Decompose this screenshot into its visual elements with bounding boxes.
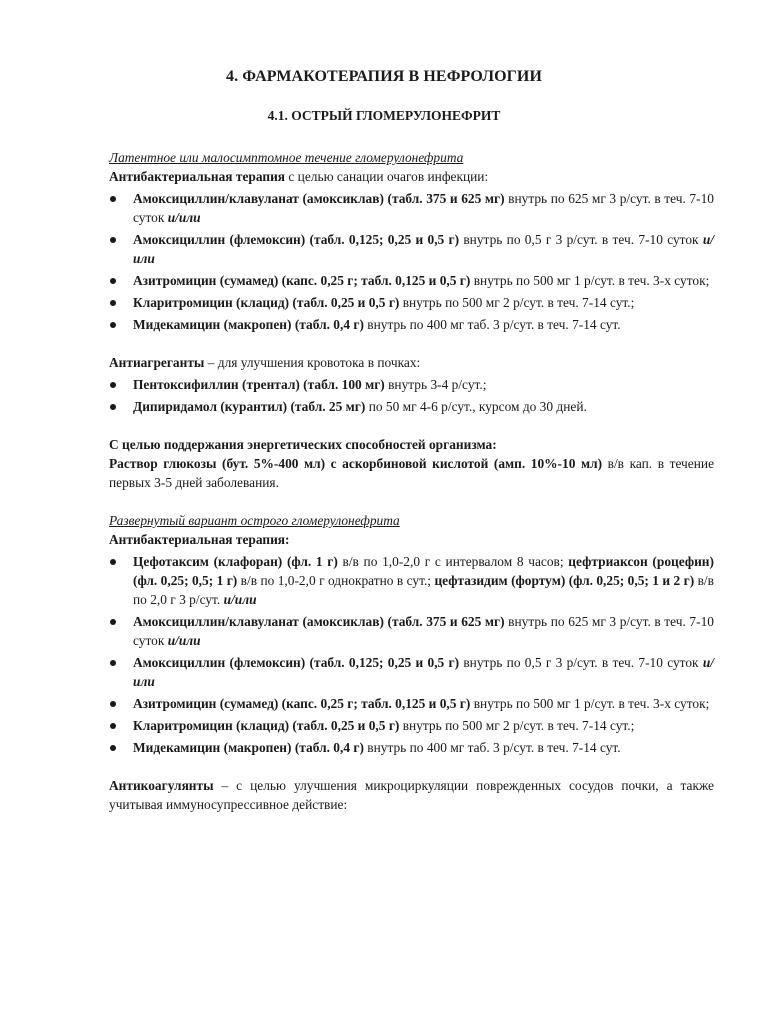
conjunction: и/или (133, 655, 714, 689)
drug-dosage: внутрь по 400 мг таб. 3 р/сут. в теч. 7-14 сут. (363, 740, 621, 755)
page-title: 4. ФАРМАКОТЕРАПИЯ В НЕФРОЛОГИИ (225, 68, 543, 85)
drug-name: Дипиридамол (курантил) (табл. 25 мг) (133, 399, 366, 414)
energy-heading: С целью поддержания энергетических способностей организма: (109, 437, 497, 452)
drug-dosage: внутрь по 500 мг 1 р/сут. в теч. 3-х суток; (470, 273, 710, 288)
conjunction: и/или (167, 210, 201, 225)
subsection-heading-latent: Латентное или малосимптомное течение гломерулонефрита (109, 150, 464, 165)
list-item (109, 397, 714, 416)
drug-name: Раствор глюкозы (бут. 5%-400 мл) с аскорбиновой кислотой (амп. 10%-10 мл) (109, 456, 603, 471)
drug-name: Цефотаксим (клафоран) (фл. 1 г) (133, 554, 338, 569)
list-item (109, 315, 714, 334)
drug-name: Мидекамицин (макропен) (табл. 0,4 г) (133, 317, 364, 332)
antibacterial-label-2: Антибактериальная терапия: (109, 532, 290, 547)
anticoagulant-label: Антикоагулянты (109, 778, 214, 793)
drug-name: Амоксициллин/клавуланат (амоксиклав) (табл. 375 и 625 мг) (133, 191, 505, 206)
list-item (109, 271, 714, 290)
document-body (109, 148, 714, 814)
conjunction: и/или (133, 232, 714, 266)
drug-dosage: внутрь по 400 мг таб. 3 р/сут. в теч. 7-14 сут. (363, 317, 621, 332)
drug-name: Пентоксифиллин (трентал) (табл. 100 мг) (133, 377, 385, 392)
list-item (109, 552, 714, 609)
section-title: 4.1. ОСТРЫЙ ГЛОМЕРУЛОНЕФРИТ (267, 108, 501, 123)
list-item (109, 653, 714, 691)
drug-name: Амоксициллин (флемоксин) (табл. 0,125; 0,25 и 0,5 г) (133, 655, 460, 670)
drug-list-latent (109, 189, 714, 334)
drug-dosage: внутрь по 0,5 г 3 р/сут. в теч. 7-10 суток (459, 232, 703, 247)
drug-name: Амоксициллин/клавуланат (амоксиклав) (табл. 375 и 625 мг) (133, 614, 505, 629)
antiaggregant-list (109, 375, 714, 416)
list-item (109, 738, 714, 757)
drug-dosage: внутрь по 625 мг 3 р/сут. в теч. 7-10 суток (133, 614, 714, 648)
drug-name: цефтазидим (фортум) (фл. 0,25; 0,5; 1 и 2 г) (434, 573, 695, 588)
list-item (109, 716, 714, 735)
drug-name: Кларитромицин (клацид) (табл. 0,25 и 0,5 г) (133, 295, 400, 310)
drug-dosage: внутрь по 625 мг 3 р/сут. в теч. 7-10 суток (133, 191, 714, 225)
list-item (109, 375, 714, 394)
antiaggregant-label: Антиагреганты (109, 355, 205, 370)
drug-list-expanded (109, 552, 714, 757)
drug-dosage: в/в кап. в течение первых 3-5 дней заболевания. (109, 456, 715, 490)
antibacterial-text: с целью санации очагов инфекции: (285, 169, 489, 184)
drug-dosage: внутрь по 500 мг 2 р/сут. в теч. 7-14 сут.; (399, 295, 635, 310)
anticoagulant-paragraph (109, 776, 714, 814)
glucose-paragraph (109, 454, 714, 492)
drug-name: цефтриаксон (роцефин) (фл. 0,25; 0,5; 1 г) (133, 554, 714, 588)
drug-name: Азитромицин (сумамед) (капс. 0,25 г; табл. 0,125 и 0,5 г) (133, 696, 471, 711)
drug-name: Мидекамицин (макропен) (табл. 0,4 г) (133, 740, 364, 755)
drug-dosage: в/в по 1,0-2,0 г с интервалом 8 часов; (337, 554, 569, 569)
drug-name: Кларитромицин (клацид) (табл. 0,25 и 0,5 г) (133, 718, 400, 733)
subsection-heading-expanded: Развернутый вариант острого гломерулонефрита (109, 513, 400, 528)
anticoagulant-text: – с целью улучшения микроциркуляции поврежденных сосудов почки, а также учитывая иммуносупрессивное действие: (109, 778, 714, 812)
drug-dosage: в/в по 2,0 г 3 р/сут. (133, 573, 714, 607)
antibacterial-intro (109, 167, 714, 186)
antiaggregant-text: – для улучшения кровотока в почках: (204, 355, 421, 370)
antibacterial-label: Антибактериальная терапия (109, 169, 286, 184)
antiaggregant-intro (109, 353, 714, 372)
drug-dosage: в/в по 1,0-2,0 г однократно в сут.; (237, 573, 435, 588)
list-item (109, 293, 714, 312)
conjunction: и/или (167, 633, 201, 648)
drug-dosage: внутрь 3-4 р/сут.; (384, 377, 487, 392)
drug-name: Азитромицин (сумамед) (капс. 0,25 г; табл. 0,125 и 0,5 г) (133, 273, 471, 288)
list-item (109, 189, 714, 227)
list-item (109, 230, 714, 268)
drug-dosage: внутрь по 500 мг 1 р/сут. в теч. 3-х суток; (470, 696, 710, 711)
drug-dosage: внутрь по 500 мг 2 р/сут. в теч. 7-14 сут.; (399, 718, 635, 733)
conjunction: и/или (223, 592, 257, 607)
list-item (109, 612, 714, 650)
list-item (109, 694, 714, 713)
drug-name: Амоксициллин (флемоксин) (табл. 0,125; 0,25 и 0,5 г) (133, 232, 460, 247)
drug-dosage: по 50 мг 4-6 р/сут., курсом до 30 дней. (365, 399, 587, 414)
drug-dosage: внутрь по 0,5 г 3 р/сут. в теч. 7-10 суток (459, 655, 703, 670)
